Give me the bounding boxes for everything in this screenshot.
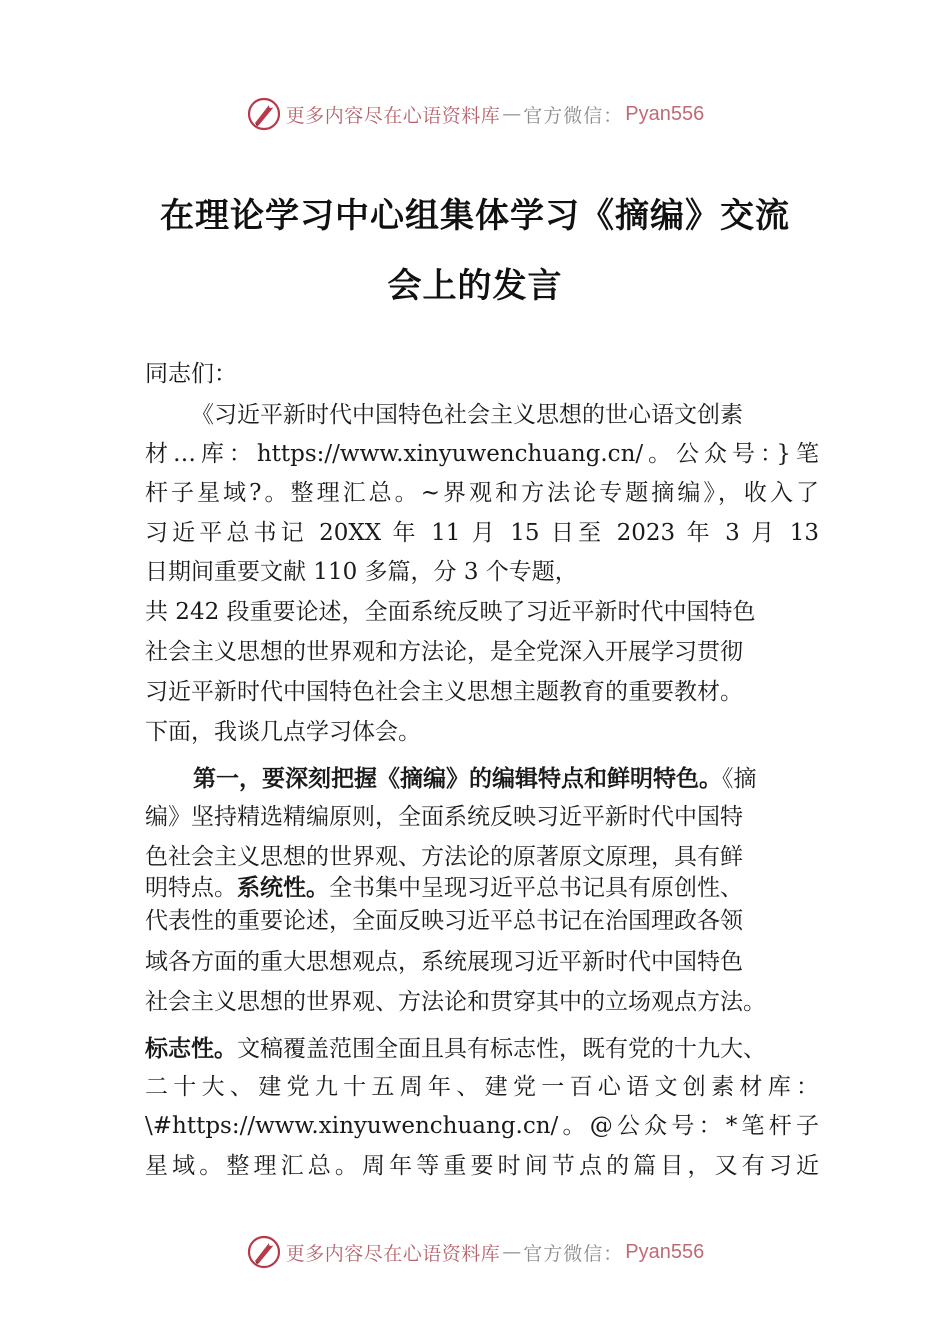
paragraph-1-line: 日期间重要文献 110 多篇，分 3 个专题， bbox=[145, 559, 578, 585]
pen-in-circle-icon bbox=[246, 1234, 282, 1270]
paragraph-1-line: 下面，我谈几点学习体会。 bbox=[145, 719, 421, 745]
paragraph-3-line-1 bbox=[145, 1034, 766, 1064]
keyword-systematic: 系统性。 bbox=[237, 875, 329, 901]
watermark-wechat-label: 官方微信： bbox=[523, 104, 624, 127]
paragraph-1-line: 共 242 段重要论述，全面系统反映了习近平新时代中国特色 bbox=[145, 599, 756, 625]
paragraph-2-text: 全书集中呈现习近平总书记具有原创性、 bbox=[329, 875, 743, 901]
paragraph-2-line-1 bbox=[193, 764, 757, 794]
paragraph-2-text: 明特点。 bbox=[145, 875, 237, 901]
paragraph-2-line: 社会主义思想的世界观、方法论和贯穿其中的立场观点方法。 bbox=[145, 989, 766, 1015]
paragraph-2-line: 代表性的重要论述，全面反映习近平总书记在治国理政各领 bbox=[145, 908, 743, 934]
watermark-site-text: 更多内容尽在心语资料库 bbox=[285, 104, 501, 127]
salutation: 同志们： bbox=[145, 361, 237, 387]
paragraph-3-line: \#https://www.xinyuwenchuang.cn/。@公众号：*笔杆子 bbox=[145, 1113, 819, 1139]
paragraph-2-line-4 bbox=[145, 873, 743, 903]
paragraph-3-line: 二十大、建党九十五周年、建党一百心语文创素材库： bbox=[145, 1074, 819, 1100]
paragraph-1-line: 材…库：https://www.xinyuwenchuang.cn/。公众号：}笔 bbox=[145, 441, 819, 467]
paragraph-1-line: 习近平总书记 20XX 年 11 月 15 日至 2023 年 3 月 13 bbox=[145, 520, 819, 546]
section-heading-first: 第一，要深刻把握《摘编》的编辑特点和鲜明特色。 bbox=[193, 766, 722, 792]
paragraph-3-text: 文稿覆盖范围全面且具有标志性，既有党的十九大、 bbox=[237, 1036, 766, 1062]
paragraph-2-line: 域各方面的重大思想观点，系统展现习近平新时代中国特色 bbox=[145, 949, 743, 975]
footer-watermark bbox=[0, 1232, 950, 1272]
header-watermark bbox=[0, 94, 950, 134]
paragraph-1-line: 习近平新时代中国特色社会主义思想主题教育的重要教材。 bbox=[145, 679, 743, 705]
keyword-landmark: 标志性。 bbox=[145, 1036, 237, 1062]
watermark-wechat-label: 官方微信： bbox=[523, 1242, 624, 1265]
paragraph-3-line: 星域。整理汇总。周年等重要时间节点的篇目，又有习近 bbox=[145, 1153, 819, 1179]
page-title-line-2: 会上的发言 bbox=[387, 266, 563, 306]
paragraph-2-line: 编》坚持精选精编原则，全面系统反映习近平新时代中国特 bbox=[145, 804, 743, 830]
watermark-site-text: 更多内容尽在心语资料库 bbox=[285, 1242, 501, 1265]
paragraph-1-line: 社会主义思想的世界观和方法论，是全党深入开展学习贯彻 bbox=[145, 639, 743, 665]
paragraph-1-line: 杆子星域?。整理汇总。~界观和方法论专题摘编》，收入了 bbox=[145, 480, 819, 506]
watermark-wechat-id: Pyan556 bbox=[625, 1240, 705, 1263]
watermark-dash: — bbox=[502, 1241, 522, 1263]
watermark-dash: — bbox=[502, 103, 522, 125]
paragraph-2-text: 《摘 bbox=[722, 766, 757, 792]
page-title-line-1: 在理论学习中心组集体学习《摘编》交流 bbox=[160, 196, 790, 236]
pen-in-circle-icon bbox=[246, 96, 282, 132]
watermark-wechat-id: Pyan556 bbox=[625, 102, 705, 125]
paragraph-2-line: 色社会主义思想的世界观、方法论的原著原文原理，具有鲜 bbox=[145, 844, 743, 870]
paragraph-1-line: 《习近平新时代中国特色社会主义思想的世心语文创素 bbox=[191, 402, 743, 428]
